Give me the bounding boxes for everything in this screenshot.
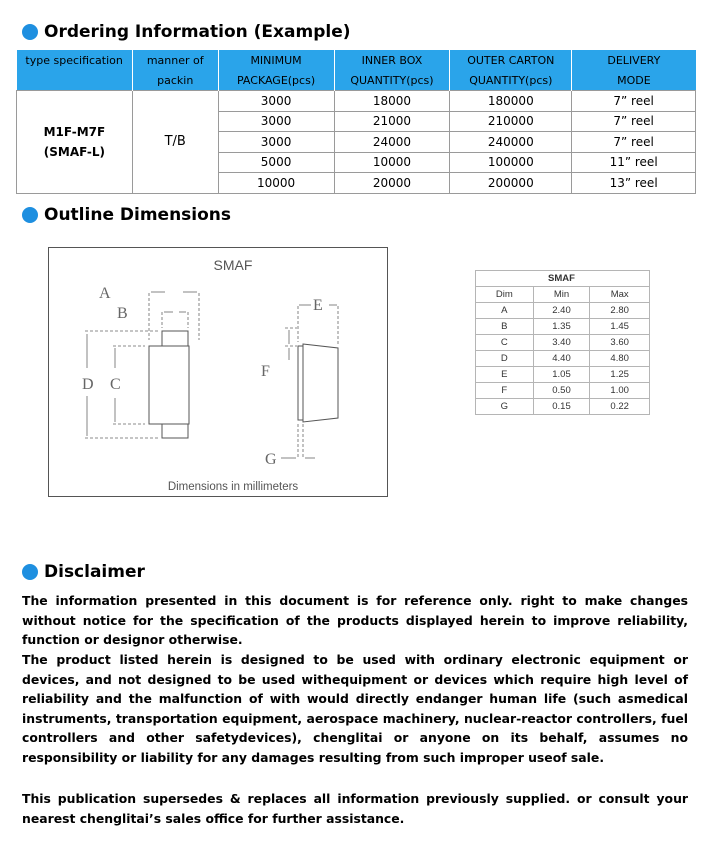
table-cell: 4.40 [533,351,590,367]
bullet-icon [22,207,38,223]
header-delivery-2: MODE [572,70,696,91]
table-cell: F [476,383,534,399]
table-cell: G [476,399,534,415]
table-cell: 200000 [450,173,572,194]
table-cell: 7” reel [572,132,696,153]
outline-diagram [48,247,388,497]
dim-letter-c: C [110,376,121,393]
lead-side [298,346,303,420]
header-minimum: MINIMUM [218,50,334,70]
table-cell: 18000 [334,91,450,112]
outline-drawing [49,248,389,498]
type-spec-line2: (SMAF-L) [43,144,106,159]
type-spec-cell [17,91,133,194]
dim-letter-e: E [313,297,323,314]
table-row [17,91,696,112]
dim-letter-d: D [82,376,94,393]
table-cell: 1.35 [533,319,590,335]
ordering-heading [22,22,351,42]
table-row [476,367,650,383]
header-type-spec-2 [17,70,133,91]
ordering-heading-text: Ordering Information (Example) [44,22,351,42]
table-cell: 1.45 [590,319,650,335]
table-cell: 10000 [334,152,450,173]
table-cell: 0.15 [533,399,590,415]
header-minimum-2: PACKAGE(pcs) [218,70,334,91]
header-inner-box: INNER BOX [334,50,450,70]
lead-top [162,331,188,346]
header-outer-carton: OUTER CARTON [450,50,572,70]
dim-letter-a: A [99,285,111,302]
packing-cell: T/B [132,91,218,194]
dims-header: Dim [476,287,534,303]
dims-title: SMAF [533,271,590,287]
dims-header: Min [533,287,590,303]
table-row [476,303,650,319]
dim-letter-b: B [117,305,128,322]
header-delivery: DELIVERY [572,50,696,70]
table-row [476,335,650,351]
table-cell: 2.80 [590,303,650,319]
bullet-icon [22,564,38,580]
table-row [476,383,650,399]
table-cell: D [476,351,534,367]
table-cell: 21000 [334,111,450,132]
table-cell: 180000 [450,91,572,112]
table-row [476,319,650,335]
table-cell: 13” reel [572,173,696,194]
disclaimer-paragraph-2: The product listed herein is designed to be used with ordinary electronic equipment or devices, and not designed to be used withequipment or devices which require high level of reliability and the malfunction of with would directly endanger human life (such asmedical instruments, transportation equipment, aerospace machinery, nuclear-reactor controllers, fuel controllers and other safetydevices), chenglitai or anyone on its behalf, assumes no responsibility or liability for any damages resulting from such improper useof sale. [22,652,688,765]
caption: Dimensions in millimeters [167,481,299,493]
table-cell: 3000 [218,91,334,112]
dims-title-row [476,271,650,287]
package-label: SMAF [213,257,253,273]
table-cell: 1.05 [533,367,590,383]
table-cell: 7” reel [572,111,696,132]
outline-heading-text: Outline Dimensions [44,205,232,225]
table-cell: 10000 [218,173,334,194]
table-cell: C [476,335,534,351]
table-cell: 210000 [450,111,572,132]
header-manner-2: packin [132,70,218,91]
table-cell: 3000 [218,132,334,153]
table-cell: 11” reel [572,152,696,173]
table-cell: 2.40 [533,303,590,319]
disclaimer-heading-text: Disclaimer [44,562,145,582]
table-cell: 1.00 [590,383,650,399]
table-cell: 5000 [218,152,334,173]
disclaimer-paragraph-1: The information presented in this document is for reference only. right to make changes without notice for the specification of the products displayed herein to improve reliability, function or designor otherwise. [22,593,688,647]
dimensions-table [475,270,650,415]
ordering-header-row-1 [17,50,696,70]
dims-header-row [476,287,650,303]
ordering-table [16,50,696,194]
table-row [476,399,650,415]
header-manner: manner of [132,50,218,70]
header-outer-carton-2: QUANTITY(pcs) [450,70,572,91]
table-cell: 0.50 [533,383,590,399]
disclaimer-paragraph-3: This publication supersedes & replaces all information previously supplied. or consult your nearest chenglitai’s sales office for further assistance. [22,791,688,826]
ordering-header-row-2 [17,70,696,91]
table-cell: 3000 [218,111,334,132]
dims-header: Max [590,287,650,303]
header-inner-box-2: QUANTITY(pcs) [334,70,450,91]
header-type-spec: type specification [17,50,133,70]
bullet-icon [22,24,38,40]
disclaimer-heading [22,562,145,582]
dim-letter-g: G [265,451,277,468]
table-cell: 24000 [334,132,450,153]
table-cell: 3.60 [590,335,650,351]
table-cell: B [476,319,534,335]
table-cell: A [476,303,534,319]
table-cell: 240000 [450,132,572,153]
table-cell: 4.80 [590,351,650,367]
body-front [149,346,189,424]
dim-letter-f: F [261,363,270,380]
table-cell: 0.22 [590,399,650,415]
table-cell: 20000 [334,173,450,194]
type-spec-line1: M1F-M7F [43,124,106,139]
table-row [476,351,650,367]
table-cell: 3.40 [533,335,590,351]
body-side [303,344,338,422]
table-cell: 1.25 [590,367,650,383]
table-cell: E [476,367,534,383]
table-cell: 7” reel [572,91,696,112]
table-cell: 100000 [450,152,572,173]
outline-heading [22,205,231,225]
lead-bottom [162,424,188,438]
